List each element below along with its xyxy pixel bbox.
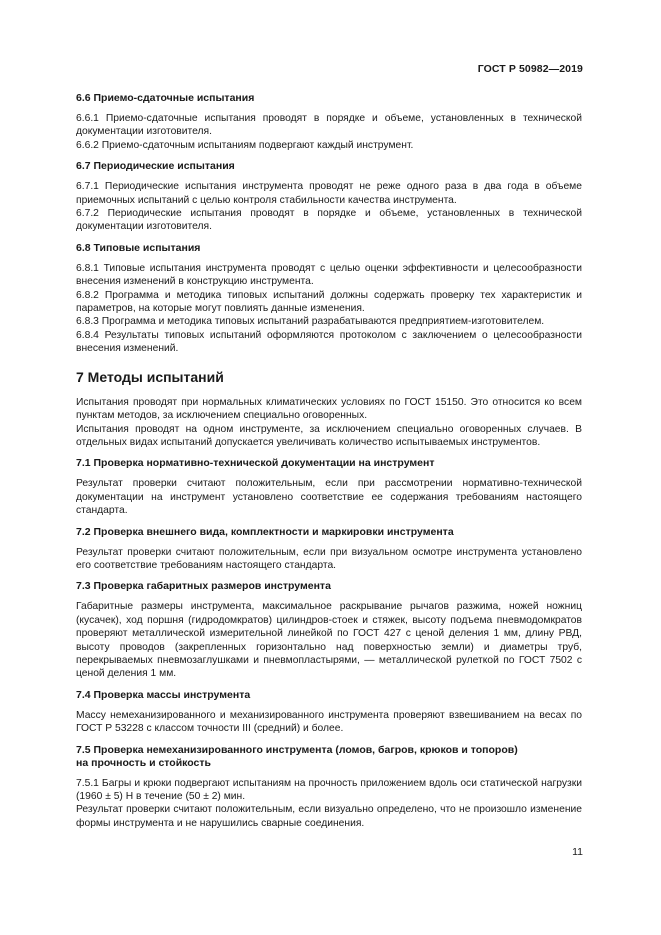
standard-header: ГОСТ Р 50982—2019 — [477, 63, 583, 75]
section-7-2-title: 7.2 Проверка внешнего вида, комплектности и маркировки инструмента — [76, 525, 454, 538]
paragraph-6-7-1: 6.7.1 Периодические испытания инструмента проводят не реже одного раза в два года в объеме приемочных испытаний с целью контроля стабильности качества инструмента. — [76, 181, 582, 206]
paragraph-7-2: Испытания проводят на одном инструменте, за исключением специально оговоренных случаев. В отдельных видах испытаний допускается увеличивать количество испытываемых инструментов. — [76, 423, 582, 448]
paragraph-7-1-1: Результат проверки считают положительным, если при рассмотрении нормативно-технической документации на инструмент установлено соответствие ее содержания требованиям настоящего стандарта. — [76, 478, 582, 517]
paragraph-6-6-2: 6.6.2 Приемо-сдаточным испытаниям подвергают каждый инструмент. — [76, 139, 414, 151]
paragraph-7-4-1: Массу немеханизированного и механизированного инструмента проверяют взвешиванием на весах по ГОСТ Р 53228 с классом точности III (средний) и более. — [76, 709, 582, 735]
section-7-title: 7 Методы испытаний — [76, 368, 224, 385]
paragraph-6-7-2: 6.7.2 Периодические испытания проводят в порядке и объеме, установленных в технической документации изготовителя. — [76, 208, 582, 233]
paragraph-7-5-2: Результат проверки считают положительным, если визуально определено, что не произошло изменение формы инструмента и не нарушились сварные соединения. — [76, 804, 582, 829]
paragraph-6-8-1: 6.8.1 Типовые испытания инструмента проводят с целью оценки эффективности и целесообразности внесения изменений в конструкцию инструмента. — [76, 262, 582, 288]
paragraph-7-3-1: Габаритные размеры инструмента, максимальное раскрывание рычагов разжима, ножей ножниц (кусачек), ход поршня (гидродомкратов) цилиндров-стоек и стяжек, высоту подъема пневмодомкратов проверяют металлической измерительной линейкой по ГОСТ 427 с ценой деления 1 мм, длину РВД, высоту проводов (закрепленных горизонтально над поверхностью земли) и диаметры труб, перекрываемых пневмозаглушками и пневмопластырями, — металлической рулеткой по ГОСТ 7502 с ценой деления 1 мм. — [76, 601, 582, 680]
section-6-6-title: 6.6 Приемо-сдаточные испытания — [76, 92, 255, 104]
page-number: 11 — [572, 846, 583, 858]
section-7-4-title: 7.4 Проверка массы инструмента — [76, 688, 251, 701]
paragraph-6-8-2: 6.8.2 Программа и методика типовых испытаний должны содержать проверку тех характеристик и параметров, на которые могут повлиять данные изменения. — [76, 289, 582, 315]
section-7-5-title-line1: 7.5 Проверка немеханизированного инструмента (ломов, багров, крюков и топоров) — [76, 743, 518, 756]
section-7-1-title: 7.1 Проверка нормативно-технической документации на инструмент — [76, 457, 435, 470]
paragraph-6-6-1: 6.6.1 Приемо-сдаточные испытания проводят в порядке и объеме, установленных в технической документации изготовителя. — [76, 113, 582, 138]
paragraph-7-1: Испытания проводят при нормальных климатических условиях по ГОСТ 15150. Это относится ко всем пунктам методов, за исключением специально оговоренных. — [76, 396, 582, 422]
paragraph-7-2-1: Результат проверки считают положительным, если при визуальном осмотре инструмента установлено его соответствие требованиям настоящего стандарта. — [76, 546, 582, 571]
section-7-3-title: 7.3 Проверка габаритных размеров инструмента — [76, 580, 331, 593]
paragraph-6-8-3: 6.8.3 Программа и методика типовых испытаний разрабатываются предприятием-изготовителем. — [76, 316, 545, 328]
page-body — [76, 92, 582, 830]
section-6-7-title: 6.7 Периодические испытания — [76, 160, 235, 173]
section-6-8-title: 6.8 Типовые испытания — [76, 241, 201, 254]
paragraph-6-8-4: 6.8.4 Результаты типовых испытаний оформляются протоколом с заключением о целесообразности внесения изменений. — [76, 329, 582, 355]
section-7-5-title-line2: на прочность и стойкость — [76, 756, 211, 769]
paragraph-7-5-1: 7.5.1 Багры и крюки подвергают испытаниям на прочность приложением вдоль оси статической нагрузки (1960 ± 5) Н в течение (50 ± 2) мин. — [76, 777, 582, 802]
